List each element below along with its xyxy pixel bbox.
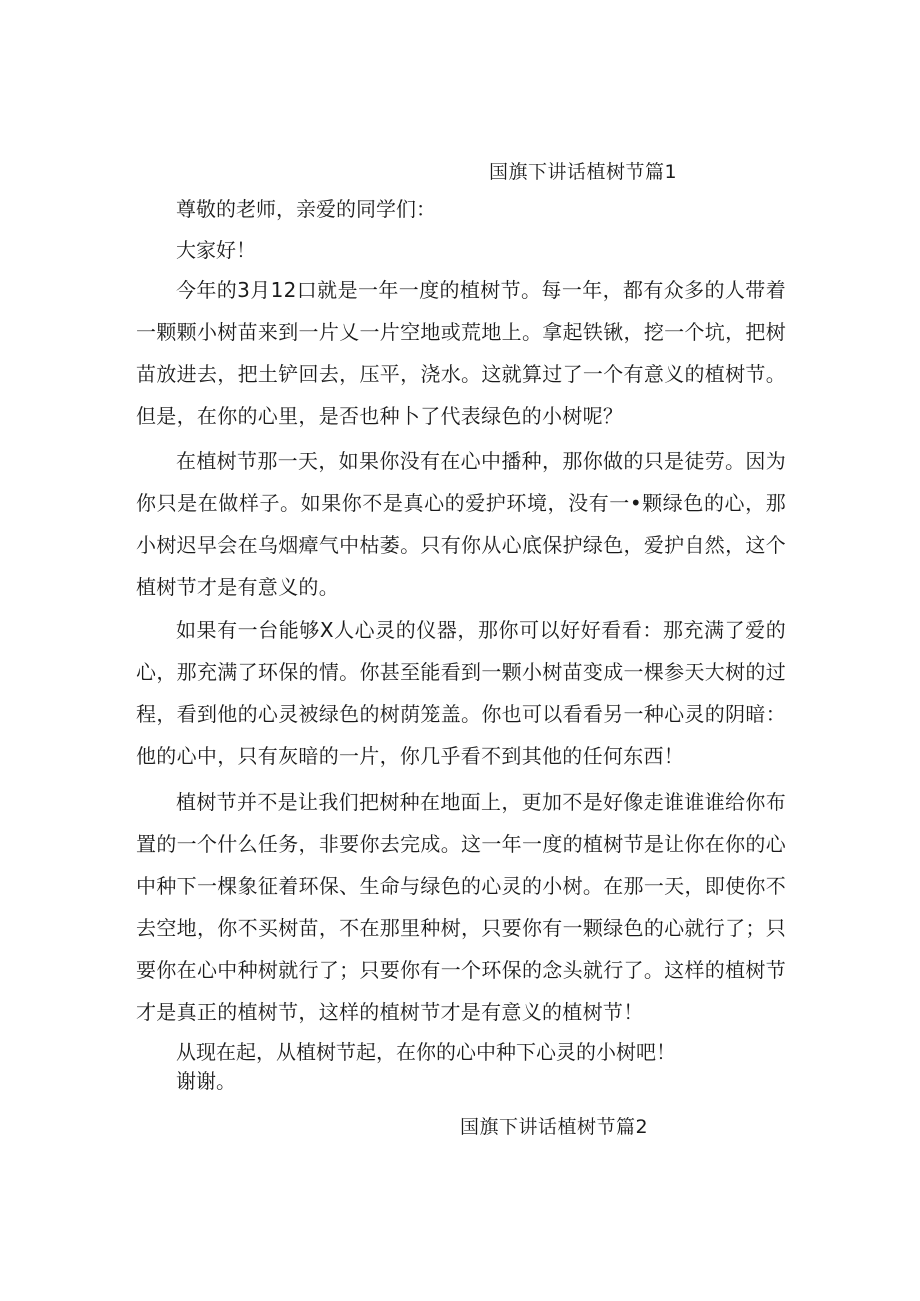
paragraph: 如果有一台能够X人心灵的仪器，那你可以好好看看：那充满了爱的心，那充满了环保的情。你甚至能看到一颗小树苗变成一棵参天大树的过程，看到他的心灵被绿色的树荫笼盖。你也可以看看另一种心灵的阴暗：他的心中，只有灰暗的一片，你几乎看不到其他的任何东西！ [136, 618, 786, 768]
salutation: 尊敬的老师，亲爱的同学们： [176, 197, 436, 221]
paragraph-2-block [136, 440, 786, 608]
paragraph: 植树节并不是让我们把树种在地面上，更加不是好像走谁谁谁给你布置的一个什么任务，非要你去完成。这一年一度的植树节是让你在你的心中种下一棵象征着环保、生命与绿色的心灵的小树。在那一天，即使你不去空地，你不买树苗，不在那里种树，只要你有一颗绿色的心就行了；只要你在心中种树就行了；只要你有一个环保的念头就行了。这样的植树节才是真正的植树节，这样的植树节才是有意义的植树节！ [136, 790, 786, 1024]
paragraph: 今年的3月12口就是一年一度的植树节。每一年，都有众多的人带着一颗颗小树苗来到一片乂一片空地或荒地上。拿起铁锹，挖一个坑，把树苗放进去，把土铲回去，压平，浇水。这就算过了一个有意义的植树节。但是，在你的心里，是否也种卜了代表绿色的小树呢？ [136, 278, 786, 428]
closing-line: 从现在起，从植树节起，在你的心中种下心灵的小树吧！ [176, 1040, 676, 1064]
thanks-line: 谢谢。 [176, 1069, 236, 1093]
paragraph: 在植树节那一天，如果你没有在心中播种，那你做的只是徒劳。因为你只是在做样子。如果你不是真心的爱护环境，没有一•颗绿色的心，那小树迟早会在乌烟瘴气中枯萎。只有你从心底保护绿色，爱护自然，这个植树节才是有意义的。 [136, 449, 786, 599]
greeting: 大家好！ [176, 238, 256, 262]
section-title-1: 国旗下讲话植树节篇1 [489, 161, 678, 183]
paragraph-1-block [136, 269, 786, 437]
section-title-2: 国旗下讲话植树节篇2 [460, 1116, 649, 1138]
paragraph-4-block [136, 781, 786, 1033]
paragraph-3-block [136, 609, 786, 777]
